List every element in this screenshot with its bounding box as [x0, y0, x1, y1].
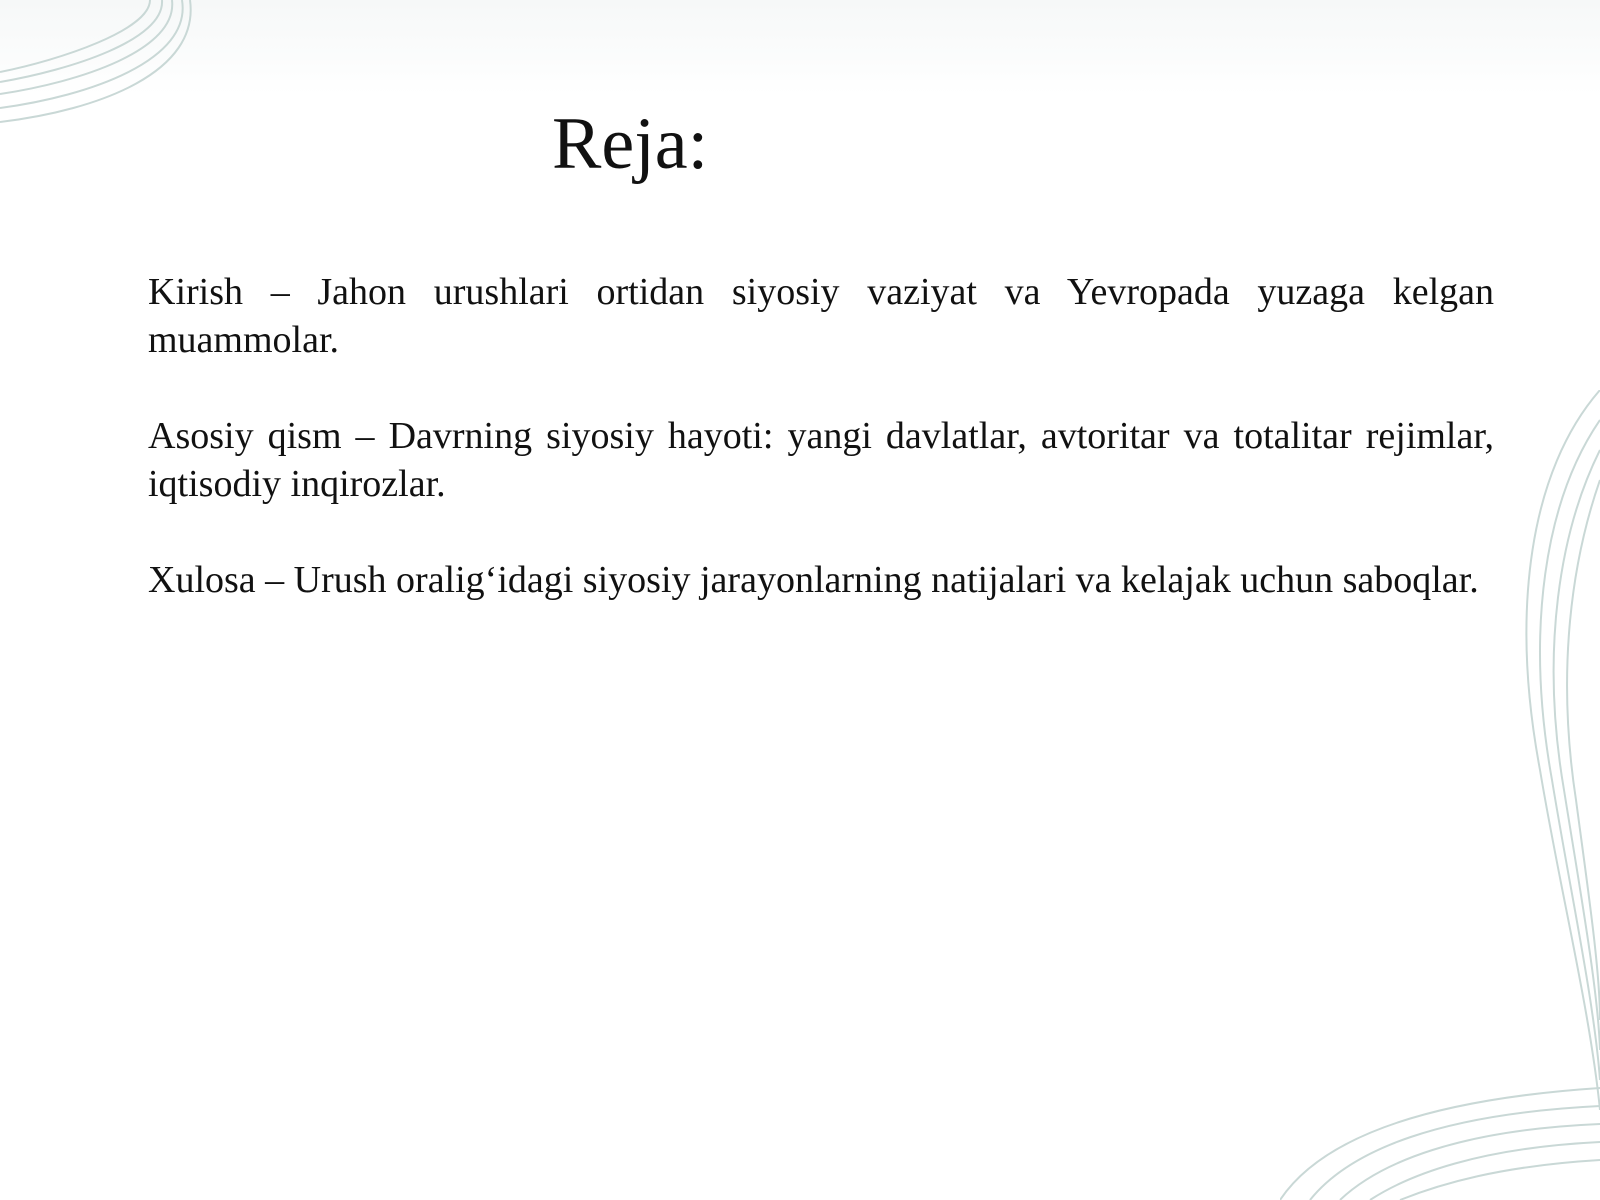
top-background-band	[0, 0, 1600, 95]
wave-decoration-right	[1490, 390, 1600, 1110]
plan-item-introduction: Kirish – Jahon urushlari ortidan siyosiy vaziyat va Yevropada yuzaga kelgan muammolar.	[148, 271, 1494, 361]
slide-title: Reja:	[552, 103, 709, 185]
plan-item-conclusion: Xulosa – Urush oralig‘idagi siyosiy jarayonlarning natijalari va kelajak uchun saboqlar.	[148, 559, 1479, 601]
plan-item-main-part: Asosiy qism – Davrning siyosiy hayoti: yangi davlatlar, avtoritar va totalitar rejimlar, iqtisodiy inqirozlar.	[148, 415, 1494, 505]
wave-decoration-bottom-right	[1280, 1080, 1600, 1200]
plan-list	[148, 268, 1494, 652]
